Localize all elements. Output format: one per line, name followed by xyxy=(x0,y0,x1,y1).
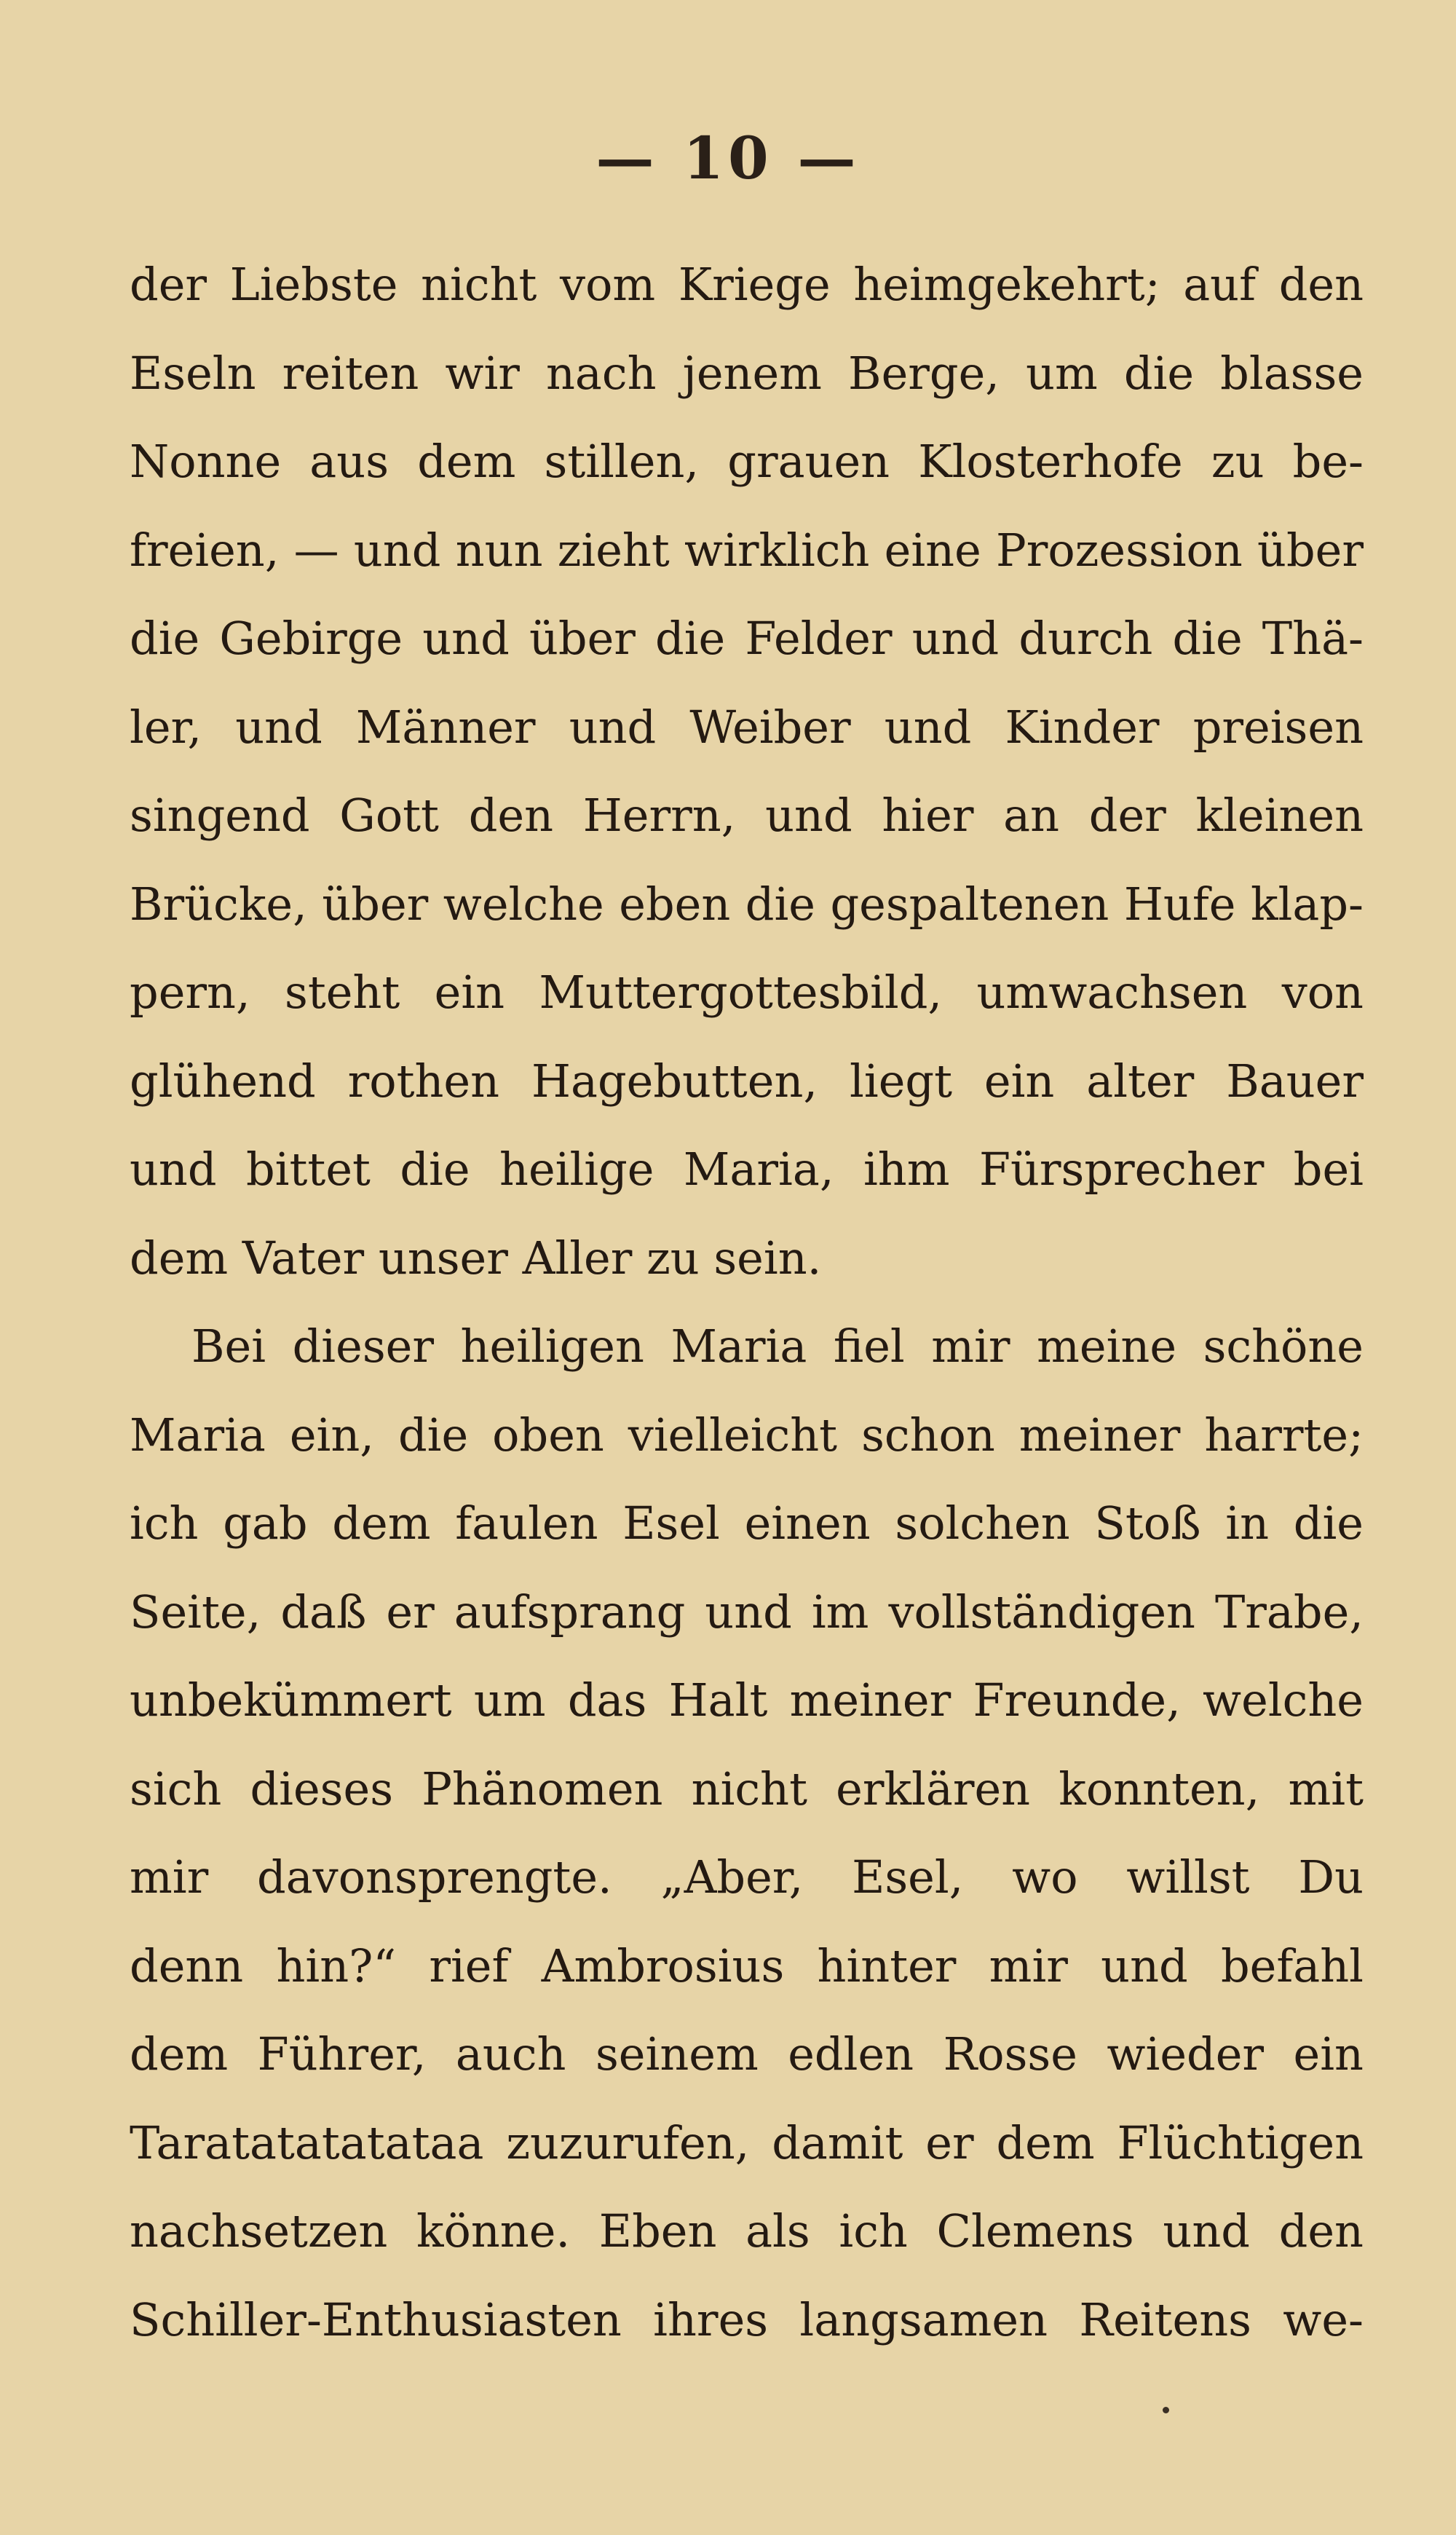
text-line: sich dieses Phänomen nicht erklären konnten, mit xyxy=(130,1762,1364,1815)
text-line: Eseln reiten wir nach jenem Berge, um die blasse xyxy=(130,346,1364,400)
text-line: mir davonsprengte. „Aber, Esel, wo willst Du xyxy=(130,1850,1364,1904)
text-line: und bittet die heilige Maria, ihm Fürsprecher bei xyxy=(130,1143,1364,1196)
text-line: ich gab dem faulen Esel einen solchen Stoß in die xyxy=(130,1497,1364,1550)
body-text xyxy=(130,240,1364,2364)
text-line: Nonne aus dem stillen, grauen Klosterhofe zu be- xyxy=(130,435,1364,488)
paragraph-end-line: dem Vater unser Aller zu sein. xyxy=(130,1231,822,1285)
text-line: ler, und Männer und Weiber und Kinder preisen xyxy=(130,700,1364,754)
text-line: singend Gott den Herrn, und hier an der kleinen xyxy=(130,789,1364,842)
paragraph-start-line: Bei dieser heiligen Maria fiel mir meine schöne xyxy=(191,1320,1364,1373)
text-line: Schiller-Enthusiasten ihres langsamen Reitens we- xyxy=(130,2292,1364,2346)
text-line: der Liebste nicht vom Kriege heimgekehrt; auf den xyxy=(130,258,1364,311)
text-line: die Gebirge und über die Felder und durch die Thä- xyxy=(130,612,1364,665)
text-line: Seite, daß er aufsprang und im vollständigen Trabe, xyxy=(130,1585,1364,1639)
page-number: — 10 — xyxy=(596,124,860,192)
text-line: denn hin?“ rief Ambrosius hinter mir und befahl xyxy=(130,1939,1364,1992)
text-line: unbekümmert um das Halt meiner Freunde, welche xyxy=(130,1673,1364,1727)
text-line: Maria ein, die oben vielleicht schon meiner harrte; xyxy=(130,1408,1364,1462)
text-line: Taratatatatataa zuzurufen, damit er dem Flüchtigen xyxy=(130,2116,1364,2169)
text-line: Brücke, über welche eben die gespaltenen Hufe klap- xyxy=(130,877,1364,931)
text-line: nachsetzen könne. Eben als ich Clemens und den xyxy=(130,2204,1364,2258)
ink-speck xyxy=(1163,2407,1169,2413)
text-line: pern, steht ein Muttergottesbild, umwachsen von xyxy=(130,966,1364,1019)
text-line: dem Führer, auch seinem edlen Rosse wieder ein xyxy=(130,2027,1364,2081)
text-line: freien, — und nun zieht wirklich eine Prozession über xyxy=(130,523,1364,577)
text-line: glühend rothen Hagebutten, liegt ein alter Bauer xyxy=(130,1054,1364,1108)
